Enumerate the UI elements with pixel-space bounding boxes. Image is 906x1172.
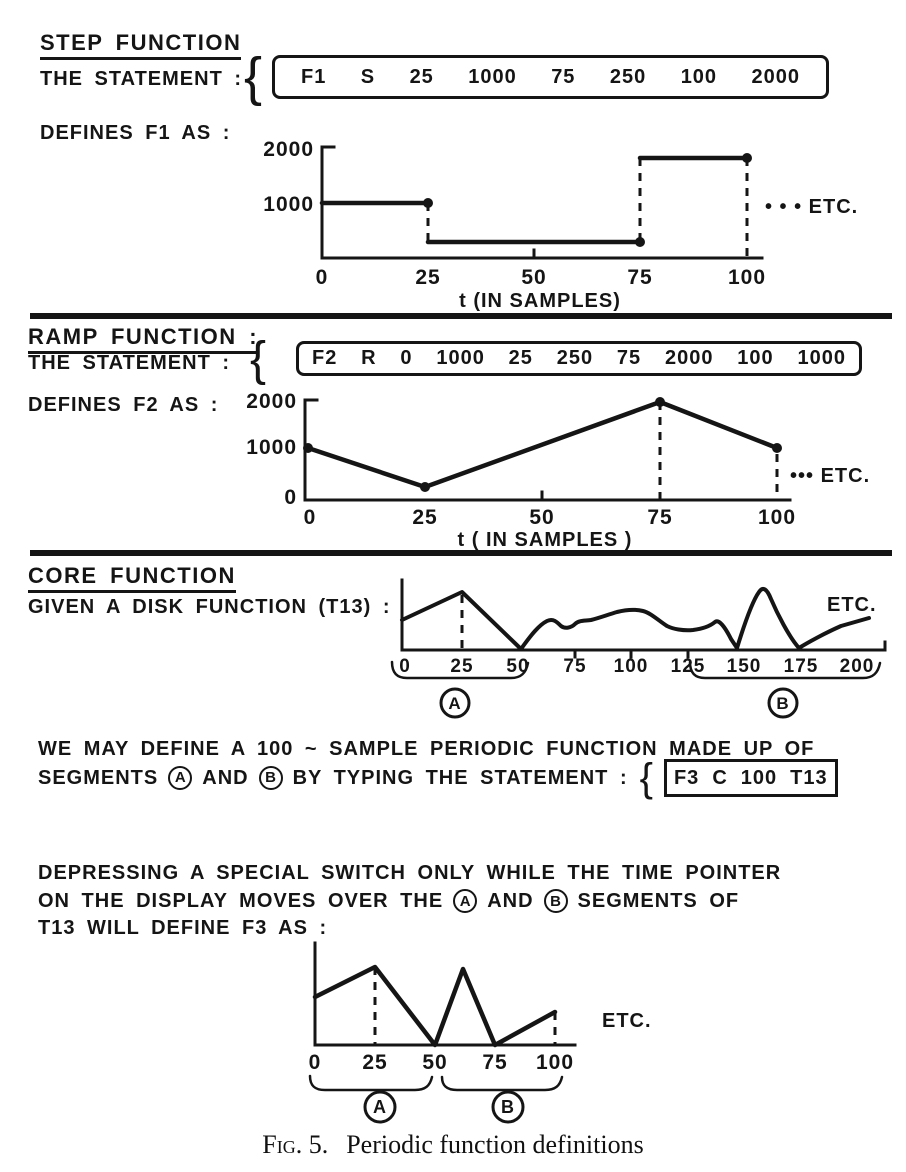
- x-axis-title: t ( IN SAMPLES ): [457, 529, 633, 551]
- f3-series: [315, 967, 555, 1045]
- x-tick-label: 0: [399, 656, 411, 677]
- statement-token: 25: [409, 65, 434, 88]
- y-tick-label: 1000: [246, 436, 297, 459]
- x-tick-label: 75: [563, 656, 587, 677]
- step-defines-label: DEFINES F1 AS :: [40, 122, 231, 144]
- step-statement-box: [272, 55, 829, 99]
- core-heading: CORE FUNCTION: [28, 563, 236, 593]
- statement-token: 1000: [797, 347, 846, 369]
- figure-caption-text: Periodic function definitions: [346, 1130, 644, 1159]
- paragraph-line: DEPRESSING A SPECIAL SWITCH ONLY WHILE THE TIME POINTER: [38, 862, 782, 884]
- statement-token: R: [361, 347, 377, 369]
- statement-token: 2000: [664, 347, 714, 369]
- x-tick-label: 75: [627, 266, 653, 289]
- ramp-heading: RAMP FUNCTION :: [28, 324, 258, 354]
- step-statement-label: THE STATEMENT :: [40, 68, 243, 90]
- paragraph-line: T13 WILL DEFINE F3 AS :: [38, 917, 328, 939]
- data-point-dot: [635, 237, 645, 247]
- ramp-defines-label: DEFINES F2 AS :: [28, 394, 219, 416]
- x-tick-label: 100: [757, 506, 797, 529]
- paragraph-line: [38, 756, 888, 800]
- etc-annotation: ETC.: [827, 594, 877, 616]
- statement-token: 0: [400, 347, 413, 369]
- x-tick-label: 100: [613, 656, 649, 677]
- paragraph-text: AND: [487, 889, 534, 912]
- core-section: [28, 563, 236, 589]
- section-divider: [30, 550, 892, 556]
- y-tick-label: 1000: [263, 193, 314, 216]
- f3-left-brace: {: [639, 756, 654, 800]
- circled-b-glyph: B: [259, 766, 283, 790]
- data-point-dot: [655, 397, 665, 407]
- circled-b-glyph: B: [544, 889, 568, 913]
- x-tick-label: 0: [315, 266, 329, 289]
- statement-token: 1000: [468, 65, 517, 88]
- statement-token: 75: [616, 347, 642, 369]
- x-tick-label: 125: [670, 656, 706, 677]
- x-tick-label: 150: [726, 656, 762, 677]
- define-paragraph: [38, 735, 888, 800]
- f3-result-chart: [230, 935, 690, 1127]
- x-tick-label: 25: [450, 656, 474, 677]
- data-point-dot: [772, 443, 782, 453]
- t13-series: [402, 589, 869, 649]
- statement-token: 25: [508, 347, 533, 369]
- x-tick-label: 75: [647, 506, 673, 529]
- statement-token: 75: [551, 65, 576, 88]
- statement-token: 100: [680, 65, 718, 88]
- paragraph-line: WE MAY DEFINE A 100 ~ SAMPLE PERIODIC FUNCTION MADE UP OF: [38, 738, 815, 760]
- ramp-section: [28, 324, 258, 350]
- statement-token: 2000: [751, 65, 800, 88]
- f2-ramp-chart: [230, 390, 906, 550]
- figure-number: Fig. 5.: [262, 1130, 329, 1159]
- segment-b-label: B: [501, 1097, 515, 1117]
- f2-ramp-series: [308, 402, 777, 487]
- statement-token: F2: [312, 347, 338, 369]
- section-divider: [30, 313, 892, 319]
- segment-b-label: B: [776, 694, 790, 713]
- f1-step-chart: [230, 133, 906, 311]
- data-point-dot: [420, 482, 430, 492]
- segment-a-label: A: [448, 694, 462, 713]
- paragraph-text: BY TYPING THE STATEMENT :: [292, 767, 628, 789]
- statement-token: S: [360, 65, 376, 88]
- statement-token: 100: [740, 767, 778, 789]
- paragraph-text: AND: [202, 767, 249, 789]
- data-point-dot: [742, 153, 752, 163]
- segment-a-label: A: [373, 1097, 387, 1117]
- etc-annotation: • • • ETC.: [765, 196, 859, 218]
- y-tick-label: 0: [284, 486, 297, 509]
- y-tick-label: 2000: [246, 390, 297, 413]
- t13-disk-function-chart: [385, 565, 906, 730]
- x-tick-label: 25: [412, 506, 438, 529]
- statement-token: T13: [790, 767, 828, 789]
- figure-caption: [0, 1130, 906, 1160]
- x-tick-label: 75: [482, 1051, 508, 1074]
- data-point-dot: [423, 198, 433, 208]
- x-tick-label: 0: [303, 506, 317, 529]
- ramp-statement-label: THE STATEMENT :: [28, 352, 231, 374]
- statement-token: 250: [556, 347, 594, 369]
- ramp-statement-box: [296, 341, 862, 376]
- x-tick-label: 50: [506, 656, 530, 677]
- x-tick-label: 50: [529, 506, 555, 529]
- x-tick-label: 100: [727, 266, 767, 289]
- statement-token: 1000: [436, 347, 485, 369]
- ramp-left-brace: {: [250, 333, 267, 386]
- statement-token: F3: [673, 767, 700, 789]
- statement-token: C: [712, 767, 728, 789]
- x-tick-label: 175: [783, 656, 819, 677]
- x-tick-label: 25: [362, 1051, 388, 1074]
- f1-step-series: [322, 158, 747, 242]
- step-heading: STEP FUNCTION: [40, 30, 241, 60]
- switch-paragraph: [38, 860, 888, 943]
- paragraph-line: [38, 888, 888, 916]
- core-given-label: GIVEN A DISK FUNCTION (T13) :: [28, 596, 391, 618]
- x-tick-label: 50: [422, 1051, 448, 1074]
- paragraph-text: SEGMENTS: [38, 767, 159, 789]
- etc-annotation: ••• ETC.: [790, 465, 871, 487]
- step-left-brace: {: [244, 47, 263, 107]
- etc-annotation: ETC.: [602, 1010, 652, 1032]
- statement-token: 250: [609, 65, 647, 88]
- statement-token: 100: [737, 347, 774, 369]
- step-section: [40, 30, 241, 56]
- x-axis: [402, 642, 885, 650]
- paragraph-text: SEGMENTS OF: [577, 889, 740, 912]
- x-tick-label: 100: [535, 1051, 575, 1074]
- x-tick-label: 200: [839, 656, 875, 677]
- x-tick-label: 25: [415, 266, 441, 289]
- data-point-dot: [303, 443, 313, 453]
- segment-brace-b: [442, 1077, 562, 1090]
- statement-token: F1: [301, 65, 327, 88]
- circled-a-glyph: A: [168, 766, 192, 790]
- x-tick-label: 0: [308, 1051, 322, 1074]
- x-axis-title: t (IN SAMPLES): [459, 290, 621, 312]
- x-tick-label: 50: [521, 266, 547, 289]
- paragraph-text: ON THE DISPLAY MOVES OVER THE: [38, 889, 444, 912]
- y-tick-label: 2000: [263, 138, 314, 161]
- circled-a-glyph: A: [453, 889, 477, 913]
- segment-brace-a: [310, 1076, 432, 1090]
- ramp-dashed-lines: [660, 402, 777, 500]
- f3-statement-box: [664, 759, 838, 797]
